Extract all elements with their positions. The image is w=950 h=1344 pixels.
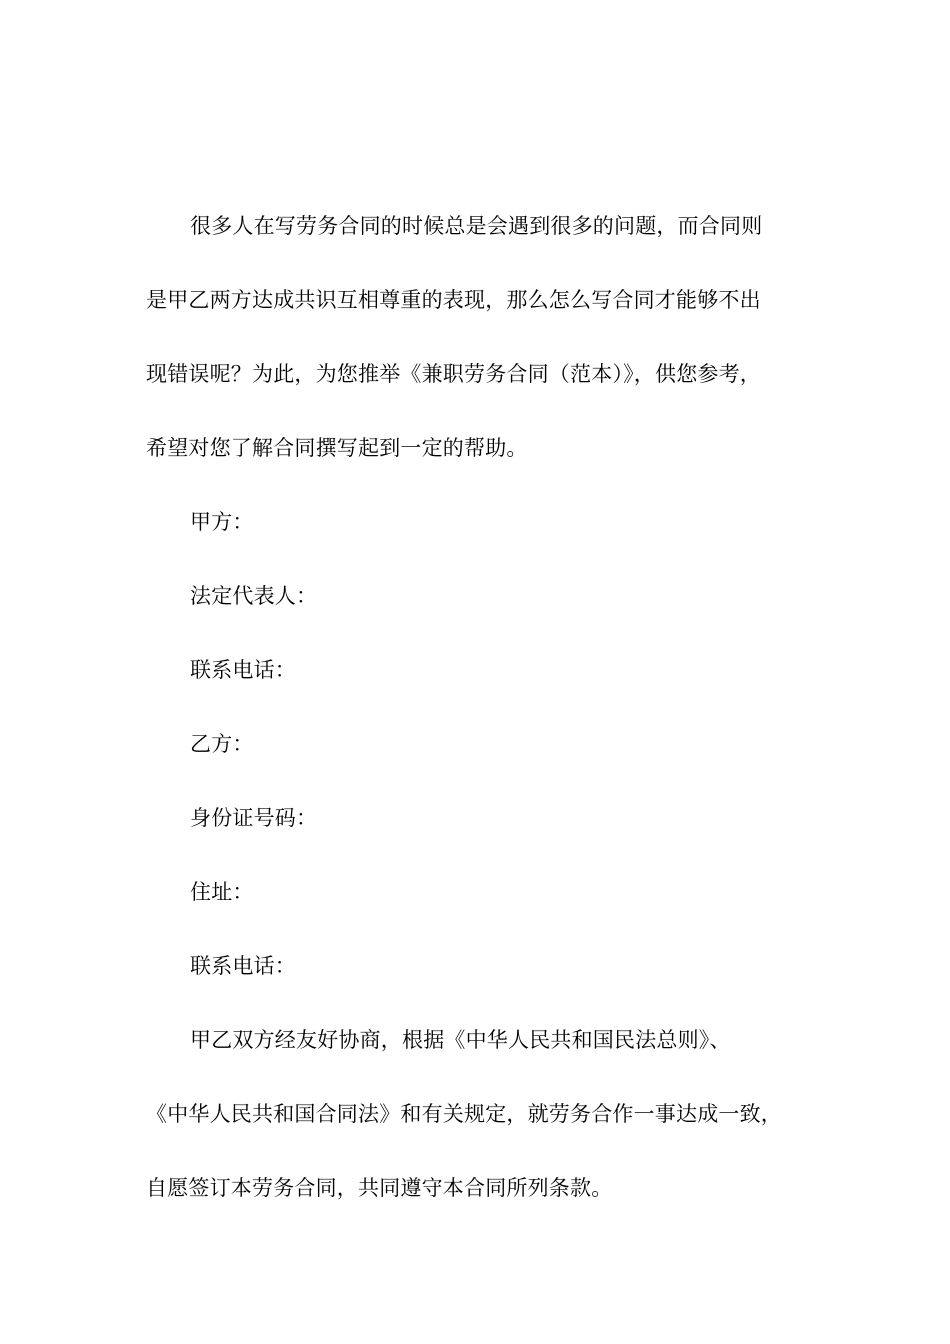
id-number-label: 身份证号码： — [190, 806, 318, 830]
legal-representative-label: 法定代表人： — [190, 584, 318, 608]
address-label: 住址： — [190, 880, 254, 904]
intro-line-3: 现错误呢？为此，为您推举《兼职劳务合同（范本）》，供您参考， — [146, 362, 761, 386]
agreement-line-2: 《中华人民共和国合同法》和有关规定，就劳务合作一事达成一致， — [146, 1102, 782, 1126]
agreement-line-1: 甲乙双方经友好协商，根据《中华人民共和国民法总则》、 — [190, 1028, 731, 1052]
intro-line-4: 希望对您了解合同撰写起到一定的帮助。 — [146, 436, 528, 460]
party-a-label: 甲方： — [190, 510, 254, 534]
party-a-phone-label: 联系电话： — [190, 658, 296, 682]
party-b-label: 乙方： — [190, 732, 254, 756]
agreement-line-3: 自愿签订本劳务合同，共同遵守本合同所列条款。 — [146, 1176, 613, 1200]
intro-line-1: 很多人在写劳务合同的时候总是会遇到很多的问题，而合同则 — [190, 214, 763, 238]
intro-line-2: 是甲乙两方达成共识互相尊重的表现，那么怎么写合同才能够不出 — [146, 288, 761, 312]
party-b-phone-label: 联系电话： — [190, 954, 296, 978]
